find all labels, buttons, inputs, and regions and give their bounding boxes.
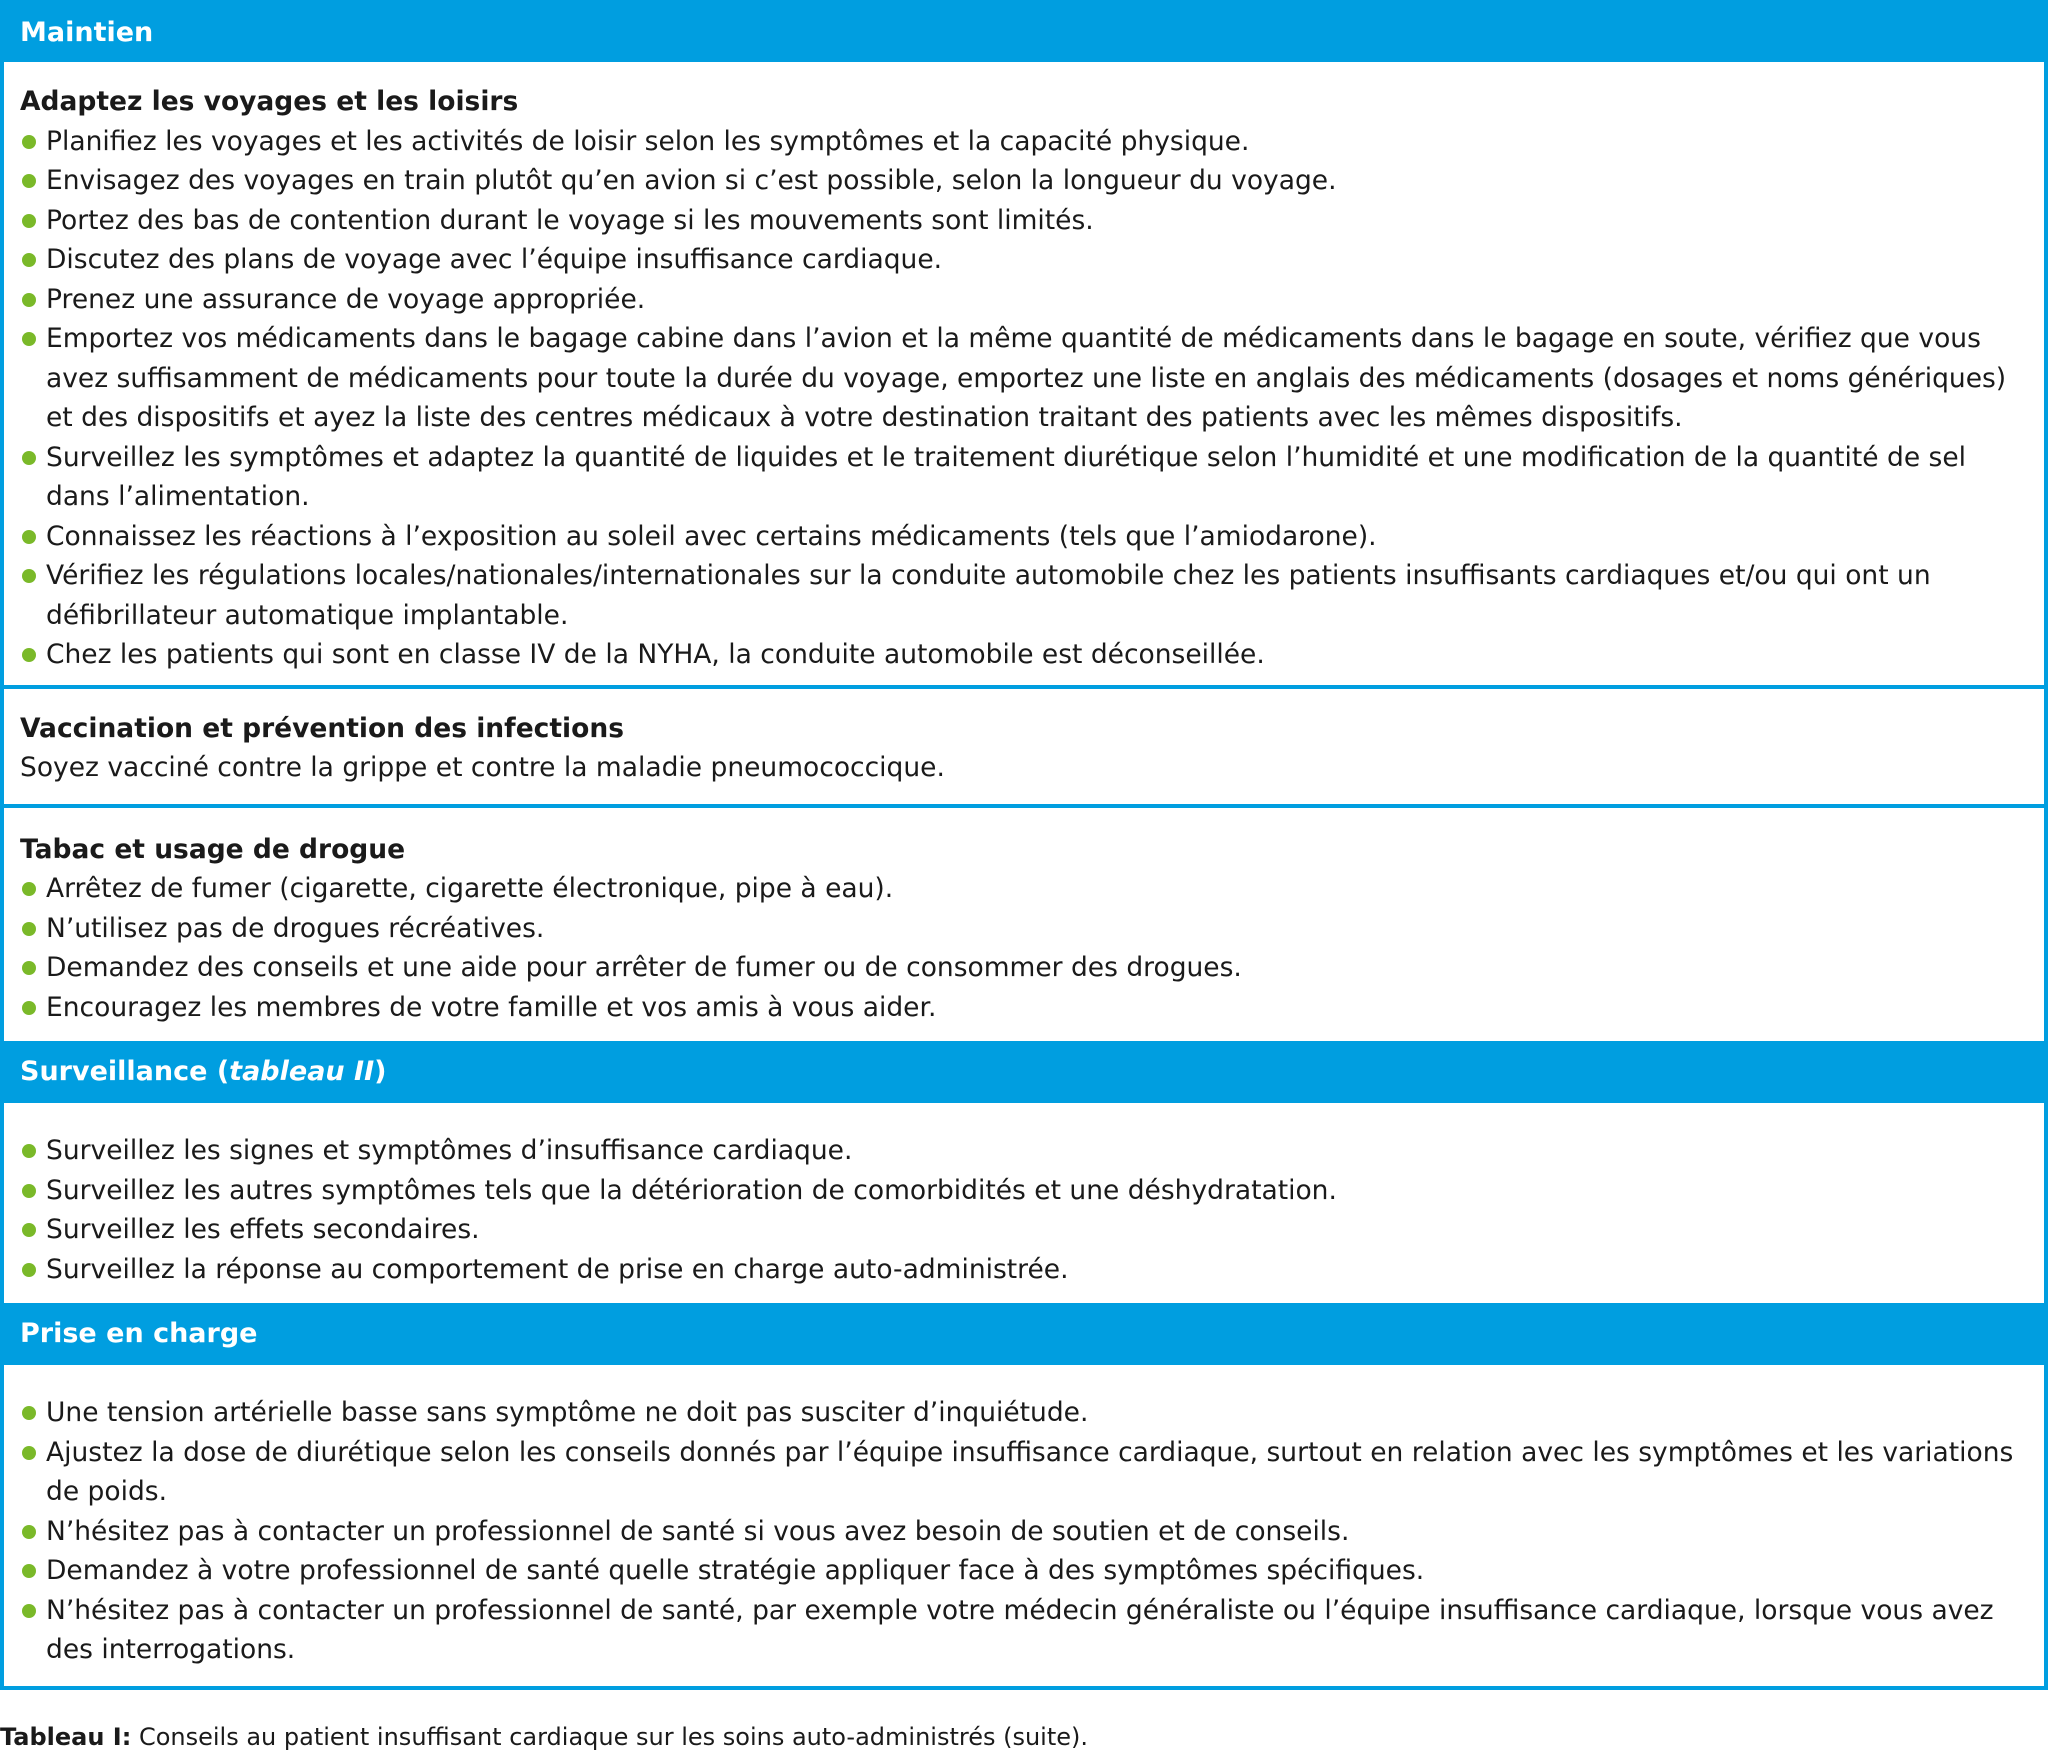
list-item-text: Chez les patients qui sont en classe IV de la NYHA, la conduite automobile est déconseillée. [46,639,1265,670]
bullet-dot-icon [22,1001,36,1015]
list-item [20,1393,2028,1433]
list-item [20,1433,2028,1512]
list-item-text: Une tension artérielle basse sans symptôme ne doit pas susciter d’inquiétude. [46,1397,1089,1428]
list-item [20,201,2028,241]
list-item-text: Surveillez les autres symptômes tels que la détérioration de comorbidités et une déshydratation. [46,1174,1337,1206]
bullet-dot-icon [22,135,36,149]
bullet-dot-icon [22,1184,36,1198]
subsection-tabac [4,808,2044,1042]
subsection-title: Tabac et usage de drogue [20,833,406,865]
list-item [20,1551,2028,1591]
bullet-dot-icon [22,451,36,465]
section-header-surveillance [4,1041,2044,1103]
subsection-title: Adaptez les voyages et les loisirs [20,86,519,117]
list-item [20,280,2028,320]
bullet-list [20,869,2028,1027]
caption-label: Tableau I: [0,1723,132,1751]
list-item-text: Connaissez les réactions à l’exposition au soleil avec certains médicaments (tels que l’amiodarone). [46,520,1377,552]
section-surveillance [4,1103,2044,1303]
list-item-text: Surveillez les symptômes et adaptez la quantité de liquides et le traitement diurétique selon l’humidité et une modification de la quantité de sel dans l’alimentation. [46,441,1967,512]
list-item [20,122,2028,162]
subsection-voyages [4,62,2044,689]
table-reference: tableau II [229,1056,375,1087]
list-item [20,161,2028,201]
list-item [20,1512,2028,1552]
bullet-dot-icon [22,1604,36,1618]
list-item [20,556,2028,635]
list-item-text: Surveillez la réponse au comportement de prise en charge auto-administrée. [46,1253,1069,1285]
list-item-text: Surveillez les effets secondaires. [46,1214,480,1245]
bullet-dot-icon [22,922,36,936]
list-item-text: Encouragez les membres de votre famille et vos amis à vous aider. [46,991,937,1023]
list-item [20,1210,2028,1250]
list-item-text: Arrêtez de fumer (cigarette, cigarette électronique, pipe à eau). [46,873,894,904]
list-item-text: Ajustez la dose de diurétique selon les conseils donnés par l’équipe insuffisance cardiaque, surtout en relation avec les symptômes et les variations de poids. [46,1436,2014,1507]
bullet-dot-icon [22,253,36,267]
list-item [20,988,2028,1028]
bullet-dot-icon [22,332,36,346]
header-suffix: ) [374,1056,387,1087]
subsection-vaccination [4,689,2044,808]
bullet-dot-icon [22,648,36,662]
bullet-dot-icon [22,174,36,188]
list-item-text: Demandez à votre professionnel de santé quelle stratégie appliquer face à des symptômes spécifiques. [46,1555,1425,1586]
bullet-dot-icon [22,530,36,544]
bullet-dot-icon [22,569,36,583]
bullet-list [20,1393,2028,1670]
list-item-text: Planifiez les voyages et les activités de loisir selon les symptômes et la capacité physique. [46,125,1250,157]
list-item-text: Demandez des conseils et une aide pour arrêter de fumer ou de consommer des drogues. [46,952,1242,983]
list-item-text: Emportez vos médicaments dans le bagage cabine dans l’avion et la même quantité de médicaments dans le bagage en soute, vérifiez que vous avez suffisamment de médicaments pour toute la durée du voyage, emportez une liste en anglais des médicaments (dosages et noms génériques) et des dispositifs et ayez la liste des centres médicaux à votre destination traitant des patients avec les mêmes dispositifs. [46,323,2007,433]
list-item-text: Discutez des plans de voyage avec l’équipe insuffisance cardiaque. [46,244,943,275]
subsection-text: Soyez vacciné contre la grippe et contre la maladie pneumococcique. [20,752,945,783]
list-item-text: N’utilisez pas de drogues récréatives. [46,912,545,944]
bullet-dot-icon [22,1263,36,1277]
list-item [20,1250,2028,1290]
subsection-title: Vaccination et prévention des infections [20,712,624,744]
caption-text: Conseils au patient insuffisant cardiaque sur les soins auto-administrés (suite). [131,1723,1089,1751]
list-item [20,1591,2028,1670]
bullet-dot-icon [22,1223,36,1237]
list-item-text: N’hésitez pas à contacter un professionnel de santé si vous avez besoin de soutien et de conseils. [46,1515,1350,1547]
list-item [20,240,2028,280]
list-item [20,869,2028,909]
list-item [20,948,2028,988]
bullet-dot-icon [22,1144,36,1158]
list-item [20,1171,2028,1211]
table-caption [0,1722,1088,1752]
bullet-list [20,122,2028,675]
list-item [20,517,2028,557]
section-header-prise-en-charge: Prise en charge [4,1303,2044,1365]
list-item [20,438,2028,517]
bullet-dot-icon [22,1446,36,1460]
list-item [20,319,2028,438]
list-item-text: Portez des bas de contention durant le voyage si les mouvements sont limités. [46,204,1094,236]
list-item-text: Envisagez des voyages en train plutôt qu’en avion si c’est possible, selon la longueur du voyage. [46,165,1337,196]
bullet-list [20,1131,2028,1289]
list-item [20,1131,2028,1171]
bullet-dot-icon [22,961,36,975]
list-item [20,635,2028,675]
section-header-maintien: Maintien [4,4,2044,62]
section-prise-en-charge [4,1365,2044,1680]
bullet-dot-icon [22,1406,36,1420]
bullet-dot-icon [22,214,36,228]
bullet-dot-icon [22,293,36,307]
list-item-text: N’hésitez pas à contacter un professionnel de santé, par exemple votre médecin généraliste ou l’équipe insuffisance cardiaque, lorsque vous avez des interrogations. [46,1594,1994,1665]
list-item-text: Vérifiez les régulations locales/nationales/internationales sur la conduite automobile chez les patients insuffisants cardiaques et/ou qui ont un défibrillateur automatique implantable. [46,560,1931,631]
bullet-dot-icon [22,1564,36,1578]
bullet-dot-icon [22,1525,36,1539]
list-item [20,909,2028,949]
bullet-dot-icon [22,882,36,896]
list-item-text: Surveillez les signes et symptômes d’insuffisance cardiaque. [46,1135,853,1166]
list-item-text: Prenez une assurance de voyage appropriée. [46,283,646,315]
header-prefix: Surveillance ( [20,1056,230,1087]
